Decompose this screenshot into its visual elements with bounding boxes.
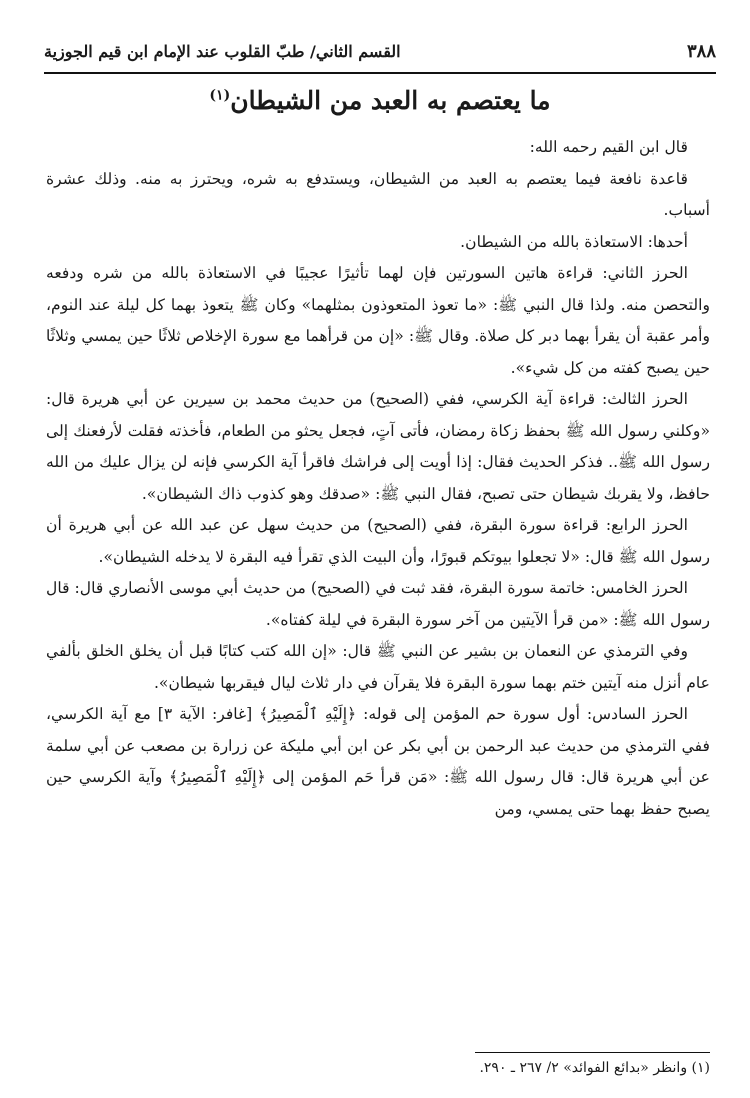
book-title: القسم الثاني/ طبّ القلوب عند الإمام ابن قيم الجوزية [44, 41, 401, 61]
section-title-text: ما يعتصم به العبد من الشيطان [230, 86, 551, 115]
footnote: (١) وانظر «بدائع الفوائد» ٢/ ٢٦٧ ـ ٢٩٠. [479, 1060, 710, 1076]
header-rule [44, 72, 716, 74]
body-text [46, 132, 710, 825]
footnote-rule [475, 1052, 710, 1053]
title-footnote-ref: (١) [209, 87, 231, 104]
running-head [44, 34, 716, 68]
paragraph: أحدها: الاستعاذة بالله من الشيطان. [460, 232, 688, 251]
page-number: ٣٨٨ [686, 40, 716, 62]
paragraph: الحرز الرابع: قراءة سورة البقرة، ففي (الصحيح) من حديث سهل عن عبد الله عن أبي هريرة أن رسول الله ﷺ قال: «لا تجعلوا بيوتكم قبورًا، وأن البيت الذي تقرأ فيه البقرة لا يدخله الشيطان». [46, 516, 710, 566]
paragraph: وفي الترمذي عن النعمان بن بشير عن النبي ﷺ قال: «إن الله كتب كتابًا قبل أن يخلق الخلق بألفي عام أنزل منه آيتين ختم بهما سورة البقرة فلا يقرآن في دار ثلاث ليال فيقربها شيطان». [46, 642, 710, 692]
paragraph: قاعدة نافعة فيما يعتصم به العبد من الشيطان، ويستدفع به شره، ويحترز به منه. وذلك عشرة أسباب. [46, 169, 710, 219]
paragraph: قال ابن القيم رحمه الله: [529, 138, 688, 156]
paragraph: الحرز الثالث: قراءة آية الكرسي، ففي (الصحيح) من حديث محمد بن سيرين عن أبي هريرة قال: «وكلني رسول الله ﷺ بحفظ زكاة رمضان، فأتى آتٍ، فجعل يحثو من الطعام، فأخذته فقلت لأرفعنك إلى رسول الله ﷺ.. فذكر الحديث فقال: إذا أويت إلى فراشك فاقرأ آية الكرسي فإنه لن يزال عليك من الله حافظ، ولا يقربك شيطان حتى تصبح، فقال النبي ﷺ: «صدقك وهو كذوب ذاك الشيطان». [46, 390, 710, 503]
section-title [44, 86, 716, 115]
paragraph: الحرز الخامس: خاتمة سورة البقرة، فقد ثبت في (الصحيح) من حديث أبي موسى الأنصاري قال: قال رسول الله ﷺ: «من قرأ الآيتين من آخر سورة البقرة في ليلة كفتاه». [46, 579, 710, 629]
paragraph: الحرز السادس: أول سورة حم المؤمن إلى قوله: ﴿إِلَيْهِ ٱلْمَصِيرُ﴾ [غافر: الآية ٣] مع آية الكرسي، ففي الترمذي من حديث عبد الرحمن بن أبي بكر عن ابن أبي مليكة عن زرارة بن مصعب عن أبي سلمة عن أبي هريرة قال: قال رسول الله ﷺ: «مَن قرأ حَم المؤمن إلى ﴿إِلَيْهِ ٱلْمَصِيرُ﴾ وآية الكرسي حين يصبح حفظ بهما حتى يمسي، ومن [46, 705, 710, 818]
paragraph: الحرز الثاني: قراءة هاتين السورتين فإن لهما تأثيرًا عجيبًا في الاستعاذة بالله من شره ودفعه والتحصن منه. ولذا قال النبي ﷺ: «ما تعوذ المتعوذون بمثلهما» وكان ﷺ يتعوذ بهما كل ليلة عند النوم، وأمر عقبة أن يقرأ بهما دبر كل صلاة. وقال ﷺ: «إن من قرأهما مع سورة الإخلاص ثلاثًا حين يمسي وثلاثًا حين يصبح كفته من كل شيء». [46, 264, 710, 377]
